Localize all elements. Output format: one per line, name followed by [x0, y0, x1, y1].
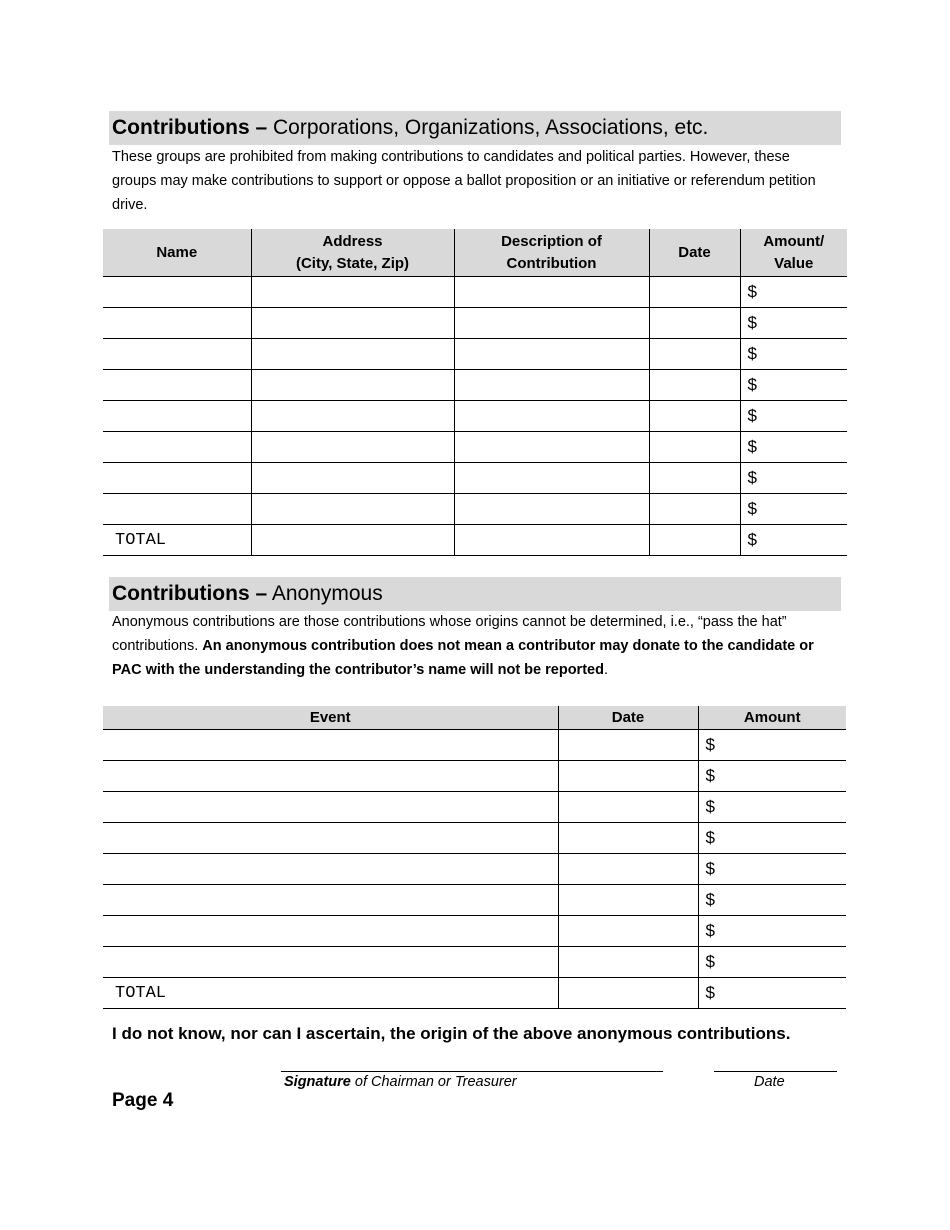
corp-section-heading	[109, 111, 841, 145]
anon-section-heading	[109, 577, 841, 611]
col-amount	[740, 229, 847, 277]
description-cell[interactable]	[454, 494, 649, 525]
total-date-cell	[558, 978, 698, 1009]
date-cell[interactable]	[649, 463, 740, 494]
date-cell[interactable]	[649, 339, 740, 370]
date-cell[interactable]	[558, 916, 698, 947]
amount-cell[interactable]: $	[698, 730, 846, 761]
name-cell[interactable]	[103, 370, 251, 401]
table-header-row	[103, 229, 847, 277]
event-cell[interactable]	[103, 947, 558, 978]
col-address	[251, 229, 454, 277]
col-name: Name	[103, 229, 251, 277]
date-cell[interactable]	[649, 370, 740, 401]
table-row	[103, 916, 846, 947]
signature-label	[284, 1074, 517, 1090]
col-description	[454, 229, 649, 277]
signature-date-label: Date	[754, 1074, 785, 1090]
corp-heading-rest: Corporations, Organizations, Associations, etc.	[267, 116, 709, 139]
date-cell[interactable]	[558, 730, 698, 761]
name-cell[interactable]	[103, 494, 251, 525]
date-cell[interactable]	[558, 947, 698, 978]
description-cell[interactable]	[454, 308, 649, 339]
description-cell[interactable]	[454, 432, 649, 463]
total-label: TOTAL	[103, 525, 251, 556]
address-cell[interactable]	[251, 463, 454, 494]
description-cell[interactable]	[454, 463, 649, 494]
total-row	[103, 525, 847, 556]
total-date-cell	[649, 525, 740, 556]
event-cell[interactable]	[103, 916, 558, 947]
table-header-row	[103, 706, 846, 730]
amount-cell[interactable]: $	[698, 916, 846, 947]
signature-line[interactable]	[281, 1071, 663, 1072]
name-cell[interactable]	[103, 277, 251, 308]
total-address-cell	[251, 525, 454, 556]
event-cell[interactable]	[103, 730, 558, 761]
name-cell[interactable]	[103, 401, 251, 432]
amount-cell[interactable]: $	[740, 432, 847, 463]
name-cell[interactable]	[103, 308, 251, 339]
date-cell[interactable]	[649, 432, 740, 463]
description-cell[interactable]	[454, 401, 649, 432]
col-description-line2: Contribution	[506, 254, 597, 272]
event-cell[interactable]	[103, 761, 558, 792]
amount-cell[interactable]: $	[740, 339, 847, 370]
table-row	[103, 277, 847, 308]
corp-description: These groups are prohibited from making contributions to candidates and political parties. However, these groups may make contributions to support or oppose a ballot proposition or an initiative or referendum petition drive.	[112, 149, 816, 213]
anon-description-end: .	[603, 662, 608, 678]
table-row	[103, 339, 847, 370]
amount-cell[interactable]: $	[740, 463, 847, 494]
table-row	[103, 823, 846, 854]
table-row	[103, 730, 846, 761]
address-cell[interactable]	[251, 370, 454, 401]
corp-contributions-table	[103, 229, 847, 556]
col-address-line1: Address	[322, 232, 383, 250]
date-cell[interactable]	[558, 761, 698, 792]
signature-label-rest: of Chairman or Treasurer	[350, 1074, 517, 1090]
anon-description-bold: An anonymous contribution does not mean a contributor may donate to the candidate or PAC with the understanding the contributor’s name will not be reported	[112, 638, 814, 678]
col-description-line1: Description of	[501, 232, 602, 250]
col-amount-line2: Value	[774, 254, 814, 272]
address-cell[interactable]	[251, 308, 454, 339]
total-amount-cell[interactable]: $	[698, 978, 846, 1009]
table-row	[103, 761, 846, 792]
address-cell[interactable]	[251, 277, 454, 308]
origin-statement: I do not know, nor can I ascertain, the origin of the above anonymous contributions.	[112, 1024, 791, 1043]
address-cell[interactable]	[251, 401, 454, 432]
date-cell[interactable]	[558, 823, 698, 854]
amount-cell[interactable]: $	[698, 885, 846, 916]
table-row	[103, 370, 847, 401]
date-cell[interactable]	[558, 792, 698, 823]
event-cell[interactable]	[103, 823, 558, 854]
anon-heading-rest: Anonymous	[267, 582, 383, 605]
amount-cell[interactable]: $	[740, 370, 847, 401]
total-description-cell	[454, 525, 649, 556]
description-cell[interactable]	[454, 370, 649, 401]
page-number: Page 4	[112, 1090, 174, 1111]
table-row	[103, 401, 847, 432]
anon-description	[112, 610, 827, 682]
amount-cell[interactable]: $	[698, 823, 846, 854]
table-row	[103, 308, 847, 339]
amount-cell[interactable]: $	[740, 494, 847, 525]
event-cell[interactable]	[103, 792, 558, 823]
amount-cell[interactable]: $	[740, 277, 847, 308]
col-address-line2: (City, State, Zip)	[295, 254, 410, 272]
event-cell[interactable]	[103, 854, 558, 885]
name-cell[interactable]	[103, 463, 251, 494]
col-date: Date	[558, 706, 698, 730]
col-event: Event	[103, 706, 558, 730]
col-amount-line1: Amount/	[763, 232, 825, 250]
total-amount-cell[interactable]: $	[740, 525, 847, 556]
address-cell[interactable]	[251, 339, 454, 370]
address-cell[interactable]	[251, 494, 454, 525]
amount-cell[interactable]: $	[740, 401, 847, 432]
anon-description-plain: Anonymous contributions are those contributions whose origins cannot be determined, i.e., “pass the hat” contributions.	[112, 614, 787, 654]
total-row	[103, 978, 846, 1009]
amount-cell[interactable]: $	[698, 854, 846, 885]
date-cell[interactable]	[649, 401, 740, 432]
date-line[interactable]	[714, 1071, 837, 1072]
signature-label-bold: Signature	[284, 1074, 351, 1090]
description-cell[interactable]	[454, 339, 649, 370]
date-cell[interactable]	[649, 277, 740, 308]
description-cell[interactable]	[454, 277, 649, 308]
total-label: TOTAL	[103, 978, 558, 1009]
amount-cell[interactable]: $	[698, 947, 846, 978]
table-row	[103, 432, 847, 463]
amount-cell[interactable]: $	[740, 308, 847, 339]
anonymous-contributions-table	[103, 706, 846, 1009]
amount-cell[interactable]: $	[698, 761, 846, 792]
col-amount: Amount	[698, 706, 846, 730]
date-cell[interactable]	[558, 885, 698, 916]
name-cell[interactable]	[103, 432, 251, 463]
table-row	[103, 854, 846, 885]
date-cell[interactable]	[649, 308, 740, 339]
table-row	[103, 494, 847, 525]
corp-heading-bold: Contributions –	[112, 116, 268, 139]
col-date: Date	[649, 229, 740, 277]
table-row	[103, 947, 846, 978]
address-cell[interactable]	[251, 432, 454, 463]
date-cell[interactable]	[558, 854, 698, 885]
event-cell[interactable]	[103, 885, 558, 916]
table-row	[103, 885, 846, 916]
table-row	[103, 792, 846, 823]
date-cell[interactable]	[649, 494, 740, 525]
name-cell[interactable]	[103, 339, 251, 370]
anon-heading-bold: Contributions –	[112, 582, 268, 605]
amount-cell[interactable]: $	[698, 792, 846, 823]
table-row	[103, 463, 847, 494]
